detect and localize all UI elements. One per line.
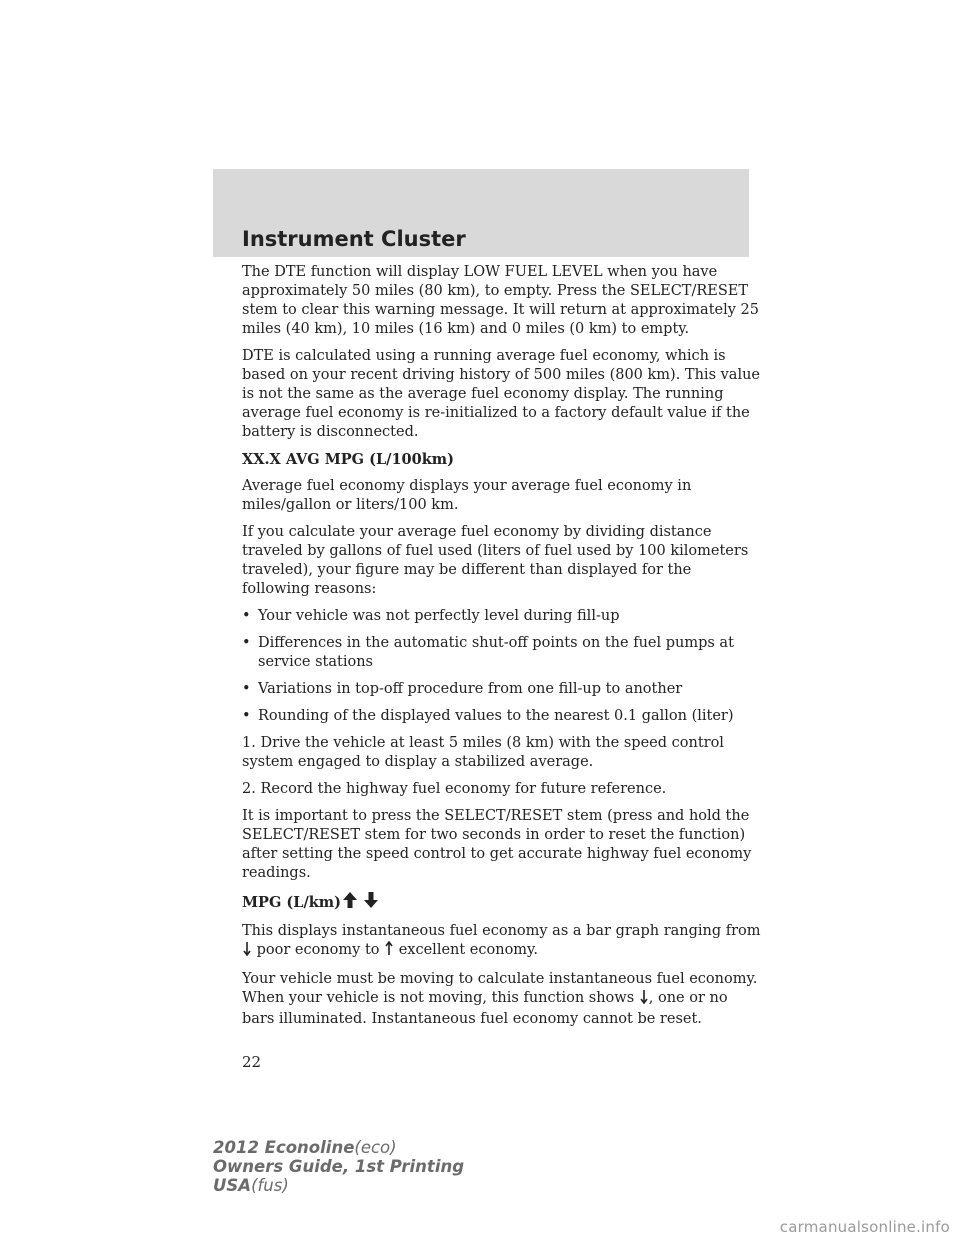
list-item-text: Your vehicle was not perfectly level during fill-up — [258, 608, 620, 624]
footer-region-line — [213, 1176, 464, 1195]
list-item — [242, 634, 762, 672]
bullet: • — [242, 608, 251, 624]
avg-mpg-heading: XX.X AVG MPG (L/100km) — [242, 451, 454, 468]
mpg-paragraph-2 — [242, 970, 762, 1029]
list-item-text: Differences in the automatic shut-off points on the fuel pumps at service stations — [258, 635, 734, 670]
mpg-heading-line — [242, 891, 762, 914]
mpg-p2-text-b: , one or no bars illuminated. Instantaneous fuel economy cannot be reset. — [242, 990, 728, 1027]
mpg-p1-text-a: This displays instantaneous fuel economy as a bar graph ranging from — [242, 923, 761, 939]
watermark: carmanualsonline.info — [779, 1218, 950, 1236]
section-title: Instrument Cluster — [242, 227, 466, 251]
mpg-paragraph-1 — [242, 922, 762, 962]
list-item — [242, 707, 762, 726]
footer-model-code: (eco) — [354, 1138, 397, 1157]
arrow-up-icon — [342, 891, 358, 914]
mpg-p1-text-c: excellent economy. — [398, 942, 538, 958]
avg-paragraph-1: Average fuel economy displays your average fuel economy in miles/gallon or liters/100 km. — [242, 478, 692, 513]
thin-arrow-down-icon — [243, 941, 251, 962]
footer-region-code: (fus) — [251, 1176, 289, 1195]
bullet: • — [242, 708, 251, 724]
list-item-text: Rounding of the displayed values to the nearest 0.1 gallon (liter) — [258, 708, 734, 724]
footer-guide: Owners Guide, 1st Printing — [213, 1157, 465, 1176]
page-body — [242, 263, 762, 1037]
step-2: 2. Record the highway fuel economy for future reference. — [242, 781, 667, 797]
list-item — [242, 680, 762, 699]
footer-model: 2012 Econoline — [213, 1138, 355, 1157]
thin-arrow-up-icon — [385, 941, 393, 962]
mpg-heading: MPG (L/km) — [242, 894, 341, 911]
dte-paragraph-2: DTE is calculated using a running average fuel economy, which is based on your recent driving history of 500 miles (800 km). This value is not the same as the average fuel economy display. The running average fuel economy is re-initialized to a factory default value if the battery is disconnected. — [242, 348, 761, 440]
bullet: • — [242, 681, 251, 697]
list-item — [242, 607, 762, 626]
list-item-text: Variations in top-off procedure from one fill-up to another — [258, 681, 683, 697]
reasons-list — [242, 607, 762, 726]
mpg-p2-text-a: Your vehicle must be moving to calculate instantaneous fuel economy. When your vehicle is not moving, this function shows — [242, 971, 758, 1006]
page-number: 22 — [242, 1053, 262, 1071]
important-paragraph: It is important to press the SELECT/RESET stem (press and hold the SELECT/RESET stem for two seconds in order to reset the function) after setting the speed control to get accurate highway fuel economy readings. — [242, 808, 752, 881]
arrow-down-icon — [363, 891, 379, 914]
footer-model-line — [213, 1138, 464, 1157]
footer — [213, 1138, 464, 1195]
mpg-p1-text-b: poor economy to — [256, 942, 380, 958]
step-1: 1. Drive the vehicle at least 5 miles (8 km) with the speed control system engaged to display a stabilized average. — [242, 735, 724, 770]
avg-paragraph-2: If you calculate your average fuel economy by dividing distance traveled by gallons of fuel used (liters of fuel used by 100 kilometers traveled), your figure may be different than displayed for the following reasons: — [242, 524, 749, 597]
thin-arrow-down-icon — [640, 989, 648, 1010]
footer-region: USA — [213, 1176, 252, 1195]
dte-paragraph-1: The DTE function will display LOW FUEL LEVEL when you have approximately 50 miles (80 km), to empty. Press the SELECT/RESET stem to clear this warning message. It will return at approximately 25 miles (40 km), 10 miles (16 km) and 0 miles (0 km) to empty. — [242, 264, 759, 337]
bullet: • — [242, 635, 251, 651]
